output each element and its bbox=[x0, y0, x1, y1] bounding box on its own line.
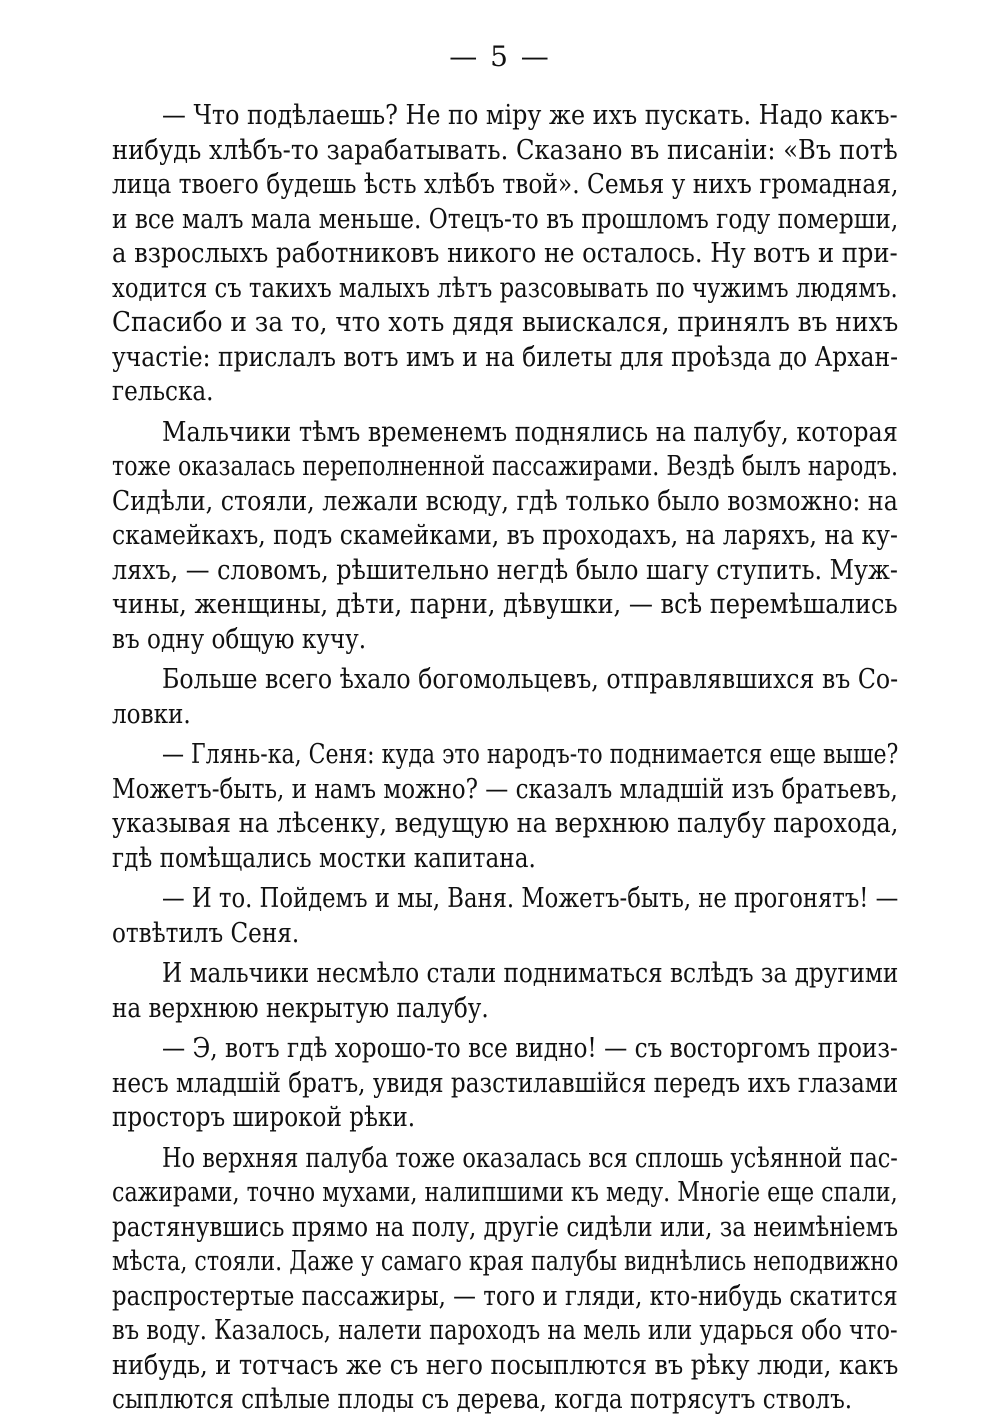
text-line: сыплются спѣлые плоды съ дерева, когда потрясутъ стволъ. bbox=[112, 1383, 853, 1415]
text-line: въ воду. Казалось, налети пароходъ на мель или ударься обо что- bbox=[112, 1314, 898, 1346]
text-line: ходится съ такихъ малыхъ лѣтъ разсовывать по чужимъ людямъ. bbox=[112, 271, 898, 304]
text-line: нибудь, и тотчасъ же съ него посыплются въ рѣку люди, какъ bbox=[112, 1348, 899, 1381]
text-line: Но верхняя палуба тоже оказалась вся сплошь усѣянной пас- bbox=[162, 1141, 898, 1174]
page-number: — 5 — bbox=[449, 40, 551, 73]
text-line: участіе: прислалъ вотъ имъ и на билеты для проѣзда до Архан- bbox=[112, 340, 899, 373]
text-line: — Э, вотъ гдѣ хорошо-то все видно! — съ восторгомъ произ- bbox=[162, 1032, 898, 1064]
text-line: чины, женщины, дѣти, парни, дѣвушки, — всѣ перемѣшались bbox=[112, 588, 898, 620]
text-line: — И то. Пойдемъ и мы, Ваня. Можетъ-быть, не прогонятъ! — bbox=[162, 882, 899, 914]
text-line: И мальчики несмѣло стали подниматься вслѣдъ за другими bbox=[162, 957, 899, 989]
text-line: а взрослыхъ работниковъ никого не осталось. Ну вотъ и при- bbox=[112, 237, 898, 269]
text-line: просторъ широкой рѣки. bbox=[112, 1101, 416, 1133]
text-line: — Глянь-ка, Сеня: куда это народъ-то поднимается еще выше? bbox=[162, 738, 899, 770]
text-line: растянувшись прямо на полу, другіе сидѣли или, за неимѣніемъ bbox=[112, 1210, 899, 1243]
text-line: сажирами, точно мухами, налипшими къ меду. Многіе еще спали, bbox=[112, 1176, 898, 1208]
text-line: скамейкахъ, подъ скамейками, въ проходахъ, на ларяхъ, на ку- bbox=[112, 519, 898, 551]
text-line: лица твоего будешь ѣсть хлѣбъ твой». Семья у нихъ громадная, bbox=[112, 168, 899, 200]
text-line: Больше всего ѣхало богомольцевъ, отправлявшихся въ Со- bbox=[162, 663, 899, 695]
text-line: гельска. bbox=[112, 375, 214, 407]
text-line: отвѣтилъ Сеня. bbox=[112, 916, 300, 949]
text-line: Спасибо и за то, что хоть дядя выискался, принялъ въ нихъ bbox=[112, 306, 899, 338]
body-text bbox=[112, 98, 898, 1417]
text-line: и все малъ мала меньше. Отецъ-то въ прошломъ году померши, bbox=[112, 202, 899, 235]
text-line: несъ младшій братъ, увидя разстилавшійся передъ ихъ глазами bbox=[112, 1066, 899, 1099]
text-line: ловки. bbox=[112, 697, 191, 730]
text-line: въ одну общую кучу. bbox=[112, 622, 367, 655]
text-line: Мальчики тѣмъ временемъ поднялись на палубу, которая bbox=[162, 415, 898, 448]
text-line: нибудь хлѣбъ-то зарабатывать. Сказано въ писаніи: «Въ потѣ bbox=[112, 133, 898, 166]
text-line: — Что подѣлаешь? Не по міру же ихъ пускать. Надо какъ- bbox=[162, 99, 898, 131]
text-line: мѣста, стояли. Даже у самаго края палубы виднѣлись неподвижно bbox=[112, 1245, 899, 1277]
text-line: Можетъ-быть, и намъ можно? — сказалъ младшій изъ братьевъ, bbox=[112, 772, 898, 805]
text-line: гдѣ помѣщались мостки капитана. bbox=[112, 841, 536, 874]
text-line: распростертые пассажиры, — того и гляди, кто-нибудь скатится bbox=[112, 1279, 898, 1312]
text-line: тоже оказалась переполненной пассажирами. Вездѣ былъ народъ. bbox=[112, 450, 899, 482]
text-line: Сидѣли, стояли, лежали всюду, гдѣ только было возможно: на bbox=[112, 484, 898, 517]
text-line: ляхъ, — словомъ, рѣшительно негдѣ было шагу ступить. Муж- bbox=[112, 553, 898, 586]
text-line: на верхнюю некрытую палубу. bbox=[112, 991, 489, 1024]
text-line: указывая на лѣсенку, ведущую на верхнюю палубу парохода, bbox=[112, 807, 899, 839]
